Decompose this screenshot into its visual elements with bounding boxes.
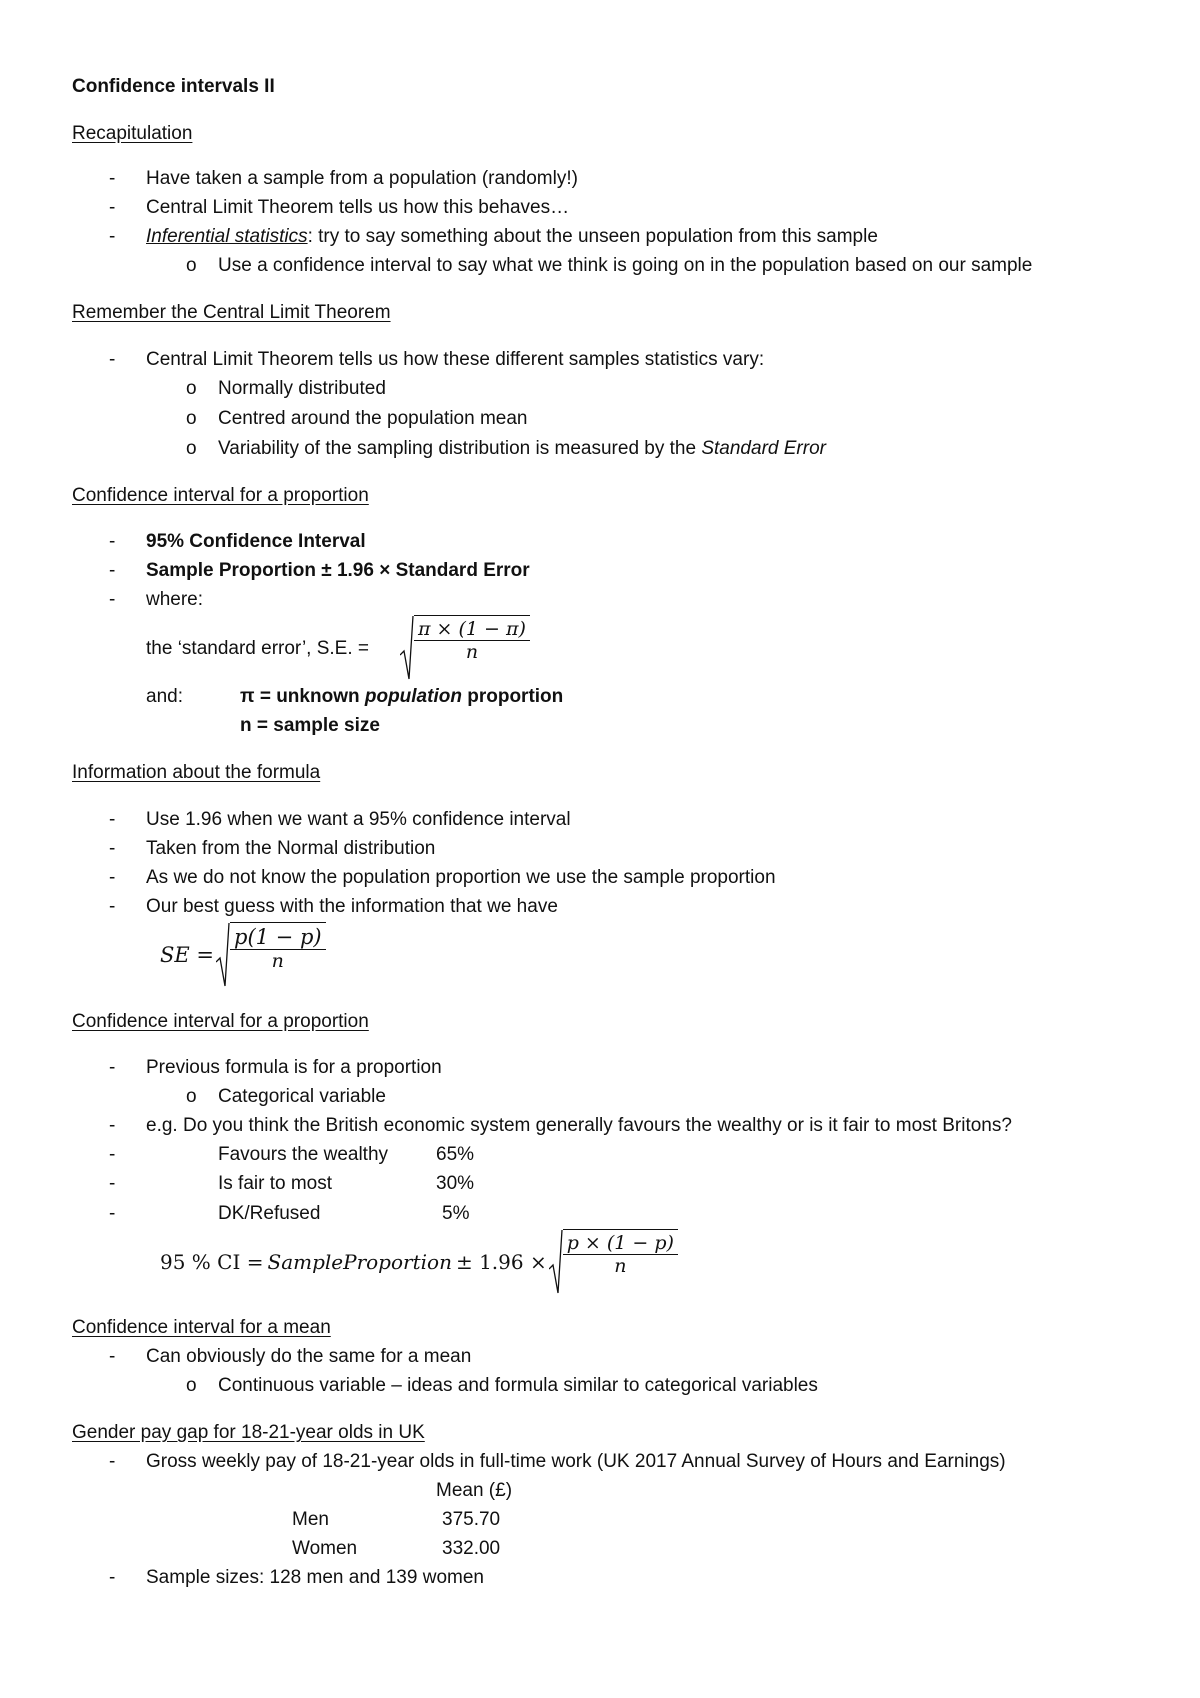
- radical-sign: [400, 615, 414, 681]
- bullet-dash: -: [109, 896, 116, 917]
- bullet-dash: -: [109, 1203, 116, 1224]
- se-label: the ‘standard error’, S.E. =: [146, 638, 370, 659]
- sub-list-item: Continuous variable – ideas and formula similar to categorical variables: [218, 1375, 818, 1396]
- formula-denominator: n: [271, 950, 284, 972]
- list-item-text: : try to say something about the unseen population from this sample: [307, 226, 878, 247]
- bullet-dash: -: [109, 1346, 116, 1367]
- se-numerator: π × (1 − π): [414, 618, 530, 641]
- formula-prefix: 95 % CI =: [160, 1250, 264, 1274]
- n-definition: n = sample size: [240, 715, 380, 736]
- sub-bullet: o: [186, 255, 197, 276]
- bullet-dash: -: [109, 168, 116, 189]
- sub-bullet: o: [186, 438, 197, 459]
- table-row-label: Women: [292, 1538, 358, 1559]
- survey-row-label: Is fair to most: [218, 1173, 333, 1194]
- bullet-dash: -: [109, 1115, 116, 1136]
- square-root: [549, 1229, 678, 1295]
- list-item: Have taken a sample from a population (randomly!): [146, 168, 578, 189]
- list-item: [146, 226, 878, 248]
- list-item: Taken from the Normal distribution: [146, 838, 436, 859]
- sub-list-item: Centred around the population mean: [218, 408, 528, 429]
- list-item: where:: [146, 589, 204, 610]
- list-item: 95% Confidence Interval: [146, 531, 366, 552]
- bullet-dash: -: [109, 1173, 116, 1194]
- formula-denominator: n: [614, 1255, 627, 1277]
- se-denominator: n: [465, 641, 479, 663]
- table-column-header: Mean (£): [436, 1480, 513, 1501]
- table-row-value: 332.00: [442, 1538, 501, 1559]
- se-formula: [400, 615, 530, 681]
- bullet-dash: -: [109, 226, 116, 247]
- se-sample-formula: [160, 922, 326, 988]
- table-row-value: 375.70: [442, 1509, 501, 1530]
- pi-symbol: π: [240, 686, 255, 707]
- and-label: and:: [146, 686, 183, 707]
- heading-formula-info: Information about the formula: [72, 762, 321, 783]
- bullet-dash: -: [109, 1567, 116, 1588]
- sub-list-item: Categorical variable: [218, 1086, 386, 1107]
- heading-central-limit-theorem: Remember the Central Limit Theorem: [72, 302, 391, 323]
- sub-bullet: o: [186, 1086, 197, 1107]
- pi-definition-text: = unknown: [254, 686, 365, 707]
- list-item: Use 1.96 when we want a 95% confidence interval: [146, 809, 571, 830]
- square-root: [400, 615, 530, 681]
- radical-sign: [549, 1229, 563, 1295]
- formula-numerator: p(1 − p): [230, 925, 326, 950]
- bullet-dash: -: [109, 589, 116, 610]
- bullet-dash: -: [109, 349, 116, 370]
- bullet-dash: -: [109, 560, 116, 581]
- bullet-dash: -: [109, 809, 116, 830]
- radical-sign: [216, 922, 230, 988]
- formula-lhs: SE =: [160, 943, 214, 967]
- sub-list-item: Use a confidence interval to say what we think is going on in the population based on our sample: [218, 255, 1033, 276]
- pi-definition: [240, 686, 563, 708]
- list-item: Sample sizes: 128 men and 139 women: [146, 1567, 484, 1588]
- ci-formula: [160, 1229, 678, 1295]
- formula-operator: ± 1.96 ×: [455, 1250, 547, 1274]
- survey-row-value: 65%: [436, 1144, 475, 1165]
- list-item: Can obviously do the same for a mean: [146, 1346, 472, 1367]
- heading-ci-proportion: Confidence interval for a proportion: [72, 485, 369, 506]
- survey-row-value: 30%: [436, 1173, 475, 1194]
- bullet-dash: -: [109, 867, 116, 888]
- list-item: Gross weekly pay of 18-21-year olds in full-time work (UK 2017 Annual Survey of Hours and Earnings): [146, 1451, 1006, 1472]
- list-item: As we do not know the population proportion we use the sample proportion: [146, 867, 776, 888]
- heading-ci-mean: Confidence interval for a mean: [72, 1317, 331, 1338]
- survey-row-label: DK/Refused: [218, 1203, 321, 1224]
- heading-recapitulation: Recapitulation: [72, 123, 193, 144]
- sub-list-item: Normally distributed: [218, 378, 386, 399]
- bullet-dash: -: [109, 1057, 116, 1078]
- list-item: Central Limit Theorem tells us how these different samples statistics vary:: [146, 349, 765, 370]
- formula-numerator: p × (1 − p): [563, 1232, 678, 1255]
- bullet-dash: -: [109, 197, 116, 218]
- survey-row-label: Favours the wealthy: [218, 1144, 389, 1165]
- heading-ci-proportion-example: Confidence interval for a proportion: [72, 1011, 369, 1032]
- page-title: Confidence intervals II: [72, 76, 275, 97]
- list-item: Sample Proportion ± 1.96 × Standard Error: [146, 560, 530, 581]
- sub-bullet: o: [186, 378, 197, 399]
- bullet-dash: -: [109, 531, 116, 552]
- list-item: Our best guess with the information that we have: [146, 896, 558, 917]
- list-item: Previous formula is for a proportion: [146, 1057, 442, 1078]
- formula-term: SampleProportion: [267, 1250, 452, 1274]
- sub-list-item: [218, 438, 826, 460]
- square-root: [216, 922, 326, 988]
- sub-list-item-text: Variability of the sampling distribution is measured by the: [218, 438, 702, 459]
- list-item: e.g. Do you think the British economic system generally favours the wealthy or is it fair to most Britons?: [146, 1115, 1012, 1136]
- heading-gender-pay-gap: Gender pay gap for 18-21-year olds in UK: [72, 1422, 425, 1443]
- survey-row-value: 5%: [442, 1203, 470, 1224]
- pi-definition-term: population: [364, 686, 462, 707]
- bullet-dash: -: [109, 1451, 116, 1472]
- table-row-label: Men: [292, 1509, 329, 1530]
- term-inferential-statistics: Inferential statistics: [146, 226, 308, 247]
- list-item: Central Limit Theorem tells us how this behaves…: [146, 197, 570, 218]
- sub-bullet: o: [186, 408, 197, 429]
- pi-definition-end: proportion: [461, 686, 564, 707]
- bullet-dash: -: [109, 1144, 116, 1165]
- bullet-dash: -: [109, 838, 116, 859]
- term-standard-error: Standard Error: [701, 438, 826, 459]
- sub-bullet: o: [186, 1375, 197, 1396]
